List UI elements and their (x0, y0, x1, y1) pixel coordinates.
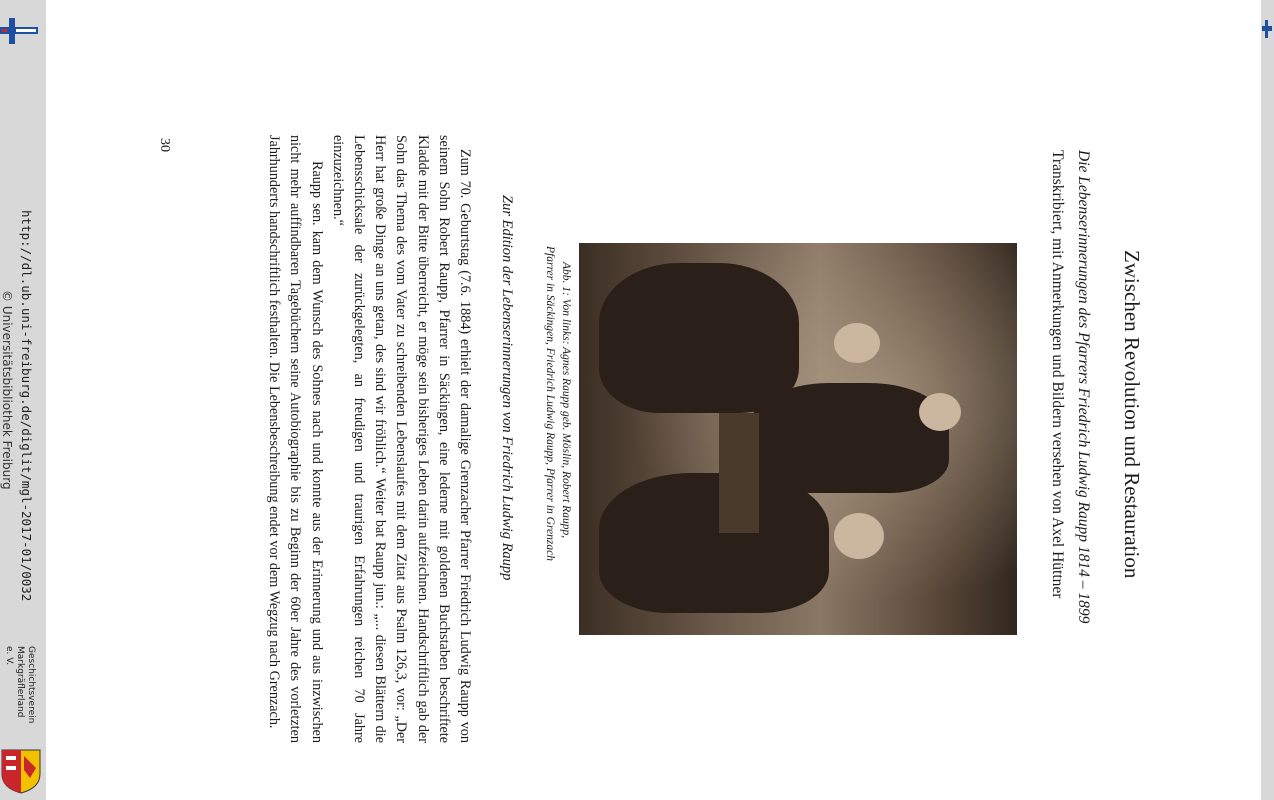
body-paragraph: Raupp sen. kam dem Wunsch des Sohnes nach und konnte aus der Erinnerung und aus inzwischen nicht mehr auffindbaren Tagebüchern seine Autobiographie bis zu Beginn der 60er Jahre des vorletzten Jahrhunderts handschriftlich festhalten. Die Lebensbeschreibung endet vor dem Wegzug nach Grenzach. (266, 135, 325, 743)
university-library-logo-icon (0, 14, 38, 48)
photo-figure-seated-woman (599, 263, 799, 413)
document-credit-line: Transkribiert, mit Anmerkungen und Bildern versehen von Axel Hüttner (1049, 150, 1066, 599)
historical-family-photo (579, 243, 1017, 635)
photo-face-son (919, 393, 961, 431)
body-text (210, 135, 475, 743)
figure-caption-line-2: Pfarrer in Säckingen, Friedrich Ludwig Raupp, Pfarrer in Grenzach (544, 246, 556, 561)
document-subtitle: Die Lebenserinnerungen des Pfarrers Friedrich Ludwig Raupp 1814 – 1899 (1075, 150, 1092, 624)
photo-figure-standing-man (749, 383, 949, 493)
figure-caption-line-1: Abb. 1: Von links: Agnes Raupp geb. Möslin, Robert Raupp, (560, 262, 572, 539)
society-coat-of-arms-icon (0, 748, 42, 794)
body-paragraph: Zum 70. Geburtstag (7.6. 1884) erhielt der damalige Grenzacher Pfarrer Friedrich Ludwig Raupp von seinem Sohn Robert Raupp, Pfarrer in Säckingen, eine lederne mit goldenen Buchstaben beschriftete Kladde mit der Bitte überreicht, er möge sein bisheriges Leben darin aufzeichnen. Handschriftlich gab der Sohn das Thema des vom Vater zu schreibenden Lebenslaufes mit dem Zitat aus Psalm 126,3, vor: „Der Herr hat große Dinge an uns getan, des sind wir fröhlich.“ Weiter bat Raupp jun.: „... diesen Blättern die Lebensschicksale der zurückgelegten, an freudigen und traurigen Erfahrungen reichen 70 Jahre einzuzeichnen.“ (329, 135, 473, 743)
page-number: 30 (157, 138, 172, 152)
page-edge-marker-icon (1262, 20, 1272, 38)
photo-table (719, 413, 759, 533)
library-copyright: © Universitätsbibliothek Freiburg (0, 290, 14, 490)
section-heading: Zur Edition der Lebenserinnerungen von Friedrich Ludwig Raupp (499, 195, 515, 581)
society-name: Geschichtsverein Markgräflerland e. V. (4, 646, 36, 724)
photo-face-woman (834, 323, 880, 363)
photo-face-elder (834, 513, 884, 559)
photo-figure-seated-elder (599, 473, 829, 613)
source-url-link[interactable]: http://dl.ub.uni-freiburg.de/diglit/mgl-2017-01/0032 (19, 210, 34, 602)
document-title: Zwischen Revolution und Restauration (1120, 250, 1144, 579)
right-margin-strip (1261, 0, 1274, 800)
